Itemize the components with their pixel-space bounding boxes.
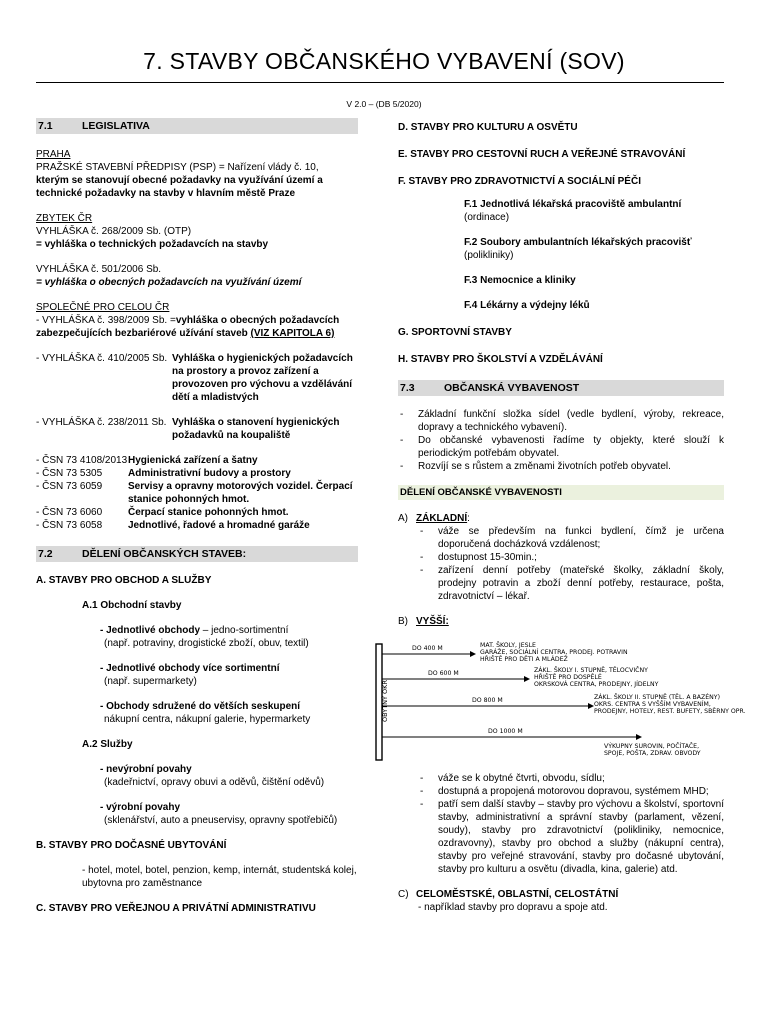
letter-c: C) bbox=[398, 889, 409, 900]
section-number: 7.1 bbox=[38, 120, 53, 132]
csn-row bbox=[36, 454, 358, 467]
arrowhead-icon bbox=[470, 651, 476, 657]
section-number: 7.3 bbox=[400, 382, 415, 394]
facility-text: PRODEJNY, HOTELY, REST. BUFETY, SBĚRNY OPR. bbox=[594, 708, 746, 715]
f2-title: F.2 Soubory ambulantních lékařských pracovišť bbox=[464, 237, 692, 248]
csn-title: Servisy a opravny motorových vozidel. Čerpací stanice pohonných hmot. bbox=[128, 481, 353, 505]
csn-code: - ČSN 73 6060 bbox=[36, 507, 103, 518]
a1-item-3 bbox=[36, 700, 358, 726]
right-column bbox=[381, 118, 746, 914]
v410-row bbox=[36, 352, 358, 404]
facility-text: MAT. ŠKOLY, JESLE bbox=[480, 642, 536, 649]
v501-line-2: = vyhláška o obecných požadavcích na využívání území bbox=[36, 277, 302, 288]
list-item: - dostupná a propojená motorovou dopravou, systémem MHD; bbox=[418, 785, 724, 798]
a1-item-2-note: (např. supermarkety) bbox=[104, 676, 197, 687]
v501-line-1: VYHLÁŠKA č. 501/2006 Sb. bbox=[36, 264, 162, 275]
list-item: - Základní funkční složka sídel (vedle bydlení, výroby, rekreace, dopravy a technického vybavení). bbox=[398, 408, 724, 434]
v238-code: - VYHLÁŠKA č. 238/2011 Sb. bbox=[36, 417, 167, 428]
list-item: - váže se především na funkci bydlení, čímž je určena doporučená docházková vzdálenost; bbox=[418, 525, 724, 551]
b-heading: B. STAVBY PRO DOČASNÉ UBYTOVÁNÍ bbox=[36, 840, 227, 851]
section-7-2-heading bbox=[36, 546, 358, 562]
facility-text: SPOJE, POŠTA, ZDRAV. OBVODY bbox=[604, 750, 701, 757]
vyssi-title: VYŠŠÍ: bbox=[416, 616, 449, 627]
section-7-3-heading bbox=[398, 380, 724, 396]
a1-item-2 bbox=[36, 662, 358, 688]
f-heading: F. STAVBY PRO ZDRAVOTNICTVÍ A SOCIÁLNÍ PÉČI bbox=[398, 176, 641, 187]
letter-a: A) bbox=[398, 513, 408, 524]
catchment-distance-diagram bbox=[368, 636, 746, 766]
csn-row bbox=[36, 506, 358, 519]
a2-heading: A.2 Služby bbox=[82, 739, 133, 750]
csn-list bbox=[36, 454, 358, 532]
letter-b: B) bbox=[398, 616, 408, 627]
section-number: 7.2 bbox=[38, 548, 53, 560]
b-vyssi-heading bbox=[398, 615, 724, 628]
v238-row bbox=[36, 416, 358, 442]
v410-code: - VYHLÁŠKA č. 410/2005 Sb. bbox=[36, 353, 168, 364]
distance-label: DO 400 M bbox=[412, 645, 443, 652]
distance-label: DO 1000 M bbox=[488, 728, 523, 735]
v410-title: Vyhláška o hygienických požadavcích na prostory a provoz zařízení a provozoven pro výchovu a vzdělávání dětí a mladistvých bbox=[172, 353, 353, 403]
psp-line-2: kterým se stanovují obecné požadavky na využívání území a bbox=[36, 175, 323, 186]
facility-text: HŘIŠTĚ PRO DĚTI A MLÁDEŽ bbox=[480, 656, 568, 663]
left-column bbox=[36, 118, 358, 915]
f3-title: F.3 Nemocnice a kliniky bbox=[464, 275, 576, 286]
v398-title-b: zabezpečujících bezbariérové užívání staveb bbox=[36, 328, 251, 339]
a1-item-1 bbox=[36, 624, 358, 650]
section-title: OBČANSKÁ VYBAVENOST bbox=[444, 382, 580, 394]
csn-code: - ČSN 73 5305 bbox=[36, 468, 103, 479]
distance-row bbox=[382, 640, 628, 663]
csn-code: - ČSN 73 6058 bbox=[36, 520, 103, 531]
a-zakladni-heading: A) ZÁKLADNÍ: bbox=[398, 513, 470, 524]
c-heading: C. STAVBY PRO VEŘEJNOU A PRIVÁTNÍ ADMINISTRATIVU bbox=[36, 903, 316, 914]
psp-line-3: technické požadavky na stavby v hlavním městě Praze bbox=[36, 188, 296, 199]
arrowhead-icon bbox=[524, 676, 530, 682]
otp-line-1: VYHLÁŠKA č. 268/2009 Sb. (OTP) bbox=[36, 226, 192, 237]
a2-item-1-title: - nevýrobní povahy bbox=[100, 764, 192, 775]
section-title: LEGISLATIVA bbox=[82, 120, 150, 132]
arrowhead-icon bbox=[636, 734, 642, 740]
a1-item-1-sub: – jedno-sortimentní bbox=[200, 625, 289, 636]
f1-title: F.1 Jednotlivá lékařská pracoviště ambulantní bbox=[464, 199, 682, 210]
praha-heading: PRAHA bbox=[36, 149, 71, 160]
facility-text: OKRSKOVÁ CENTRA, PRODEJNY, JÍDELNY bbox=[534, 681, 659, 688]
csn-title: Jednotlivé, řadové a hromadné garáže bbox=[128, 520, 310, 531]
v398-code: - VYHLÁŠKA č. 398/2009 Sb. = bbox=[36, 315, 176, 326]
csn-row bbox=[36, 467, 358, 480]
a1-item-1-title: - Jednotlivé obchody bbox=[100, 625, 201, 636]
f1-note: (ordinace) bbox=[464, 212, 510, 223]
section-title: DĚLENÍ OBČANSKÝCH STAVEB: bbox=[82, 548, 247, 560]
s73-list bbox=[398, 408, 724, 473]
v238-title: Vyhláška o stanovení hygienických požadavků na koupaliště bbox=[172, 417, 340, 441]
csn-code: - ČSN 73 6059 bbox=[36, 481, 103, 492]
distance-label: DO 800 M bbox=[472, 697, 503, 704]
psp-line-1: PRAŽSKÉ STAVEBNÍ PŘEDPISY (PSP) = Nařízení vlády č. 10, bbox=[36, 162, 319, 173]
zakladni-list bbox=[398, 525, 724, 603]
facility-text: HŘIŠTĚ PRO DOSPĚLÉ bbox=[534, 674, 602, 681]
a-heading: A. STAVBY PRO OBCHOD A SLUŽBY bbox=[36, 575, 212, 586]
axis-label: OBYTNÝ OKR. bbox=[381, 678, 389, 722]
facility-text: ZÁKL. ŠKOLY I. STUPNĚ, TĚLOCVIČNY bbox=[534, 667, 648, 674]
deleni-heading: DĚLENÍ OBČANSKÉ VYBAVENOSTI bbox=[398, 485, 724, 500]
e-heading: E. STAVBY PRO CESTOVNÍ RUCH A VEŘEJNÉ STRAVOVÁNÍ bbox=[398, 149, 686, 160]
a1-item-1-note: (např. potraviny, drogistické zboží, obuv, textil) bbox=[104, 638, 309, 649]
csn-title: Hygienická zařízení a šatny bbox=[128, 455, 258, 466]
list-item: - dostupnost 15-30min.; bbox=[418, 551, 724, 564]
list-item: - zařízení denní potřeby (mateřské školky, základní školy, prodejny potravin a zboží denní potřeby, restaurace, pošta, zdravotnictví – lékař. bbox=[418, 564, 724, 603]
distance-label: DO 600 M bbox=[428, 670, 459, 677]
a1-item-2-title: - Jednotlivé obchody více sortimentní bbox=[100, 663, 280, 674]
facility-text: VÝKUPNY SUROVIN, POČÍTAČE, bbox=[604, 743, 700, 750]
zbytek-block bbox=[36, 212, 358, 251]
b-text: - hotel, motel, botel, penzion, kemp, internát, studentská kolej, ubytovna pro zaměstnance bbox=[82, 865, 357, 889]
zbytek-heading: ZBYTEK ČR bbox=[36, 213, 93, 224]
facility-text: ZÁKL. ŠKOLY II. STUPNĚ (TĚL. A BAZÉNY) bbox=[594, 694, 720, 701]
spolecne-heading: SPOLEČNÉ PRO CELOU ČR bbox=[36, 302, 170, 313]
praha-block bbox=[36, 148, 358, 200]
zakladni-title: ZÁKLADNÍ bbox=[416, 513, 468, 524]
list-item: - váže se k obytné čtvrti, obvodu, sídlu; bbox=[418, 772, 724, 785]
f4-title: F.4 Lékárny a výdejny léků bbox=[464, 300, 590, 311]
v398-line-1 bbox=[36, 314, 358, 327]
a1-item-3-note: nákupní centra, nákupní galerie, hypermarkety bbox=[104, 714, 311, 725]
otp-line-2: = vyhláška o technických požadavcích na stavby bbox=[36, 239, 269, 250]
csn-code: - ČSN 73 4108/2013 bbox=[36, 455, 128, 466]
a2-item-2 bbox=[36, 801, 358, 827]
list-item: - patří sem další stavby – stavby pro výchovu a školství, sportovní stavby, administrativní a správní stavby (parlament, vězení, soudy), stavby pro zdravotnictví (polikliniky, nemocnice, ozdravovny), stavby pro obchod a služby (nákupní centra), stavby pro veřejné stravování, stavby pro dočasné ubytování, stavby pro kulturu a osvětu (divadla, kina, galerie) atd. bbox=[418, 798, 724, 876]
d-heading: D. STAVBY PRO KULTURU A OSVĚTU bbox=[398, 122, 578, 133]
v398-title-a: vyhláška o obecných požadavcích bbox=[175, 315, 340, 326]
h-heading: H. STAVBY PRO ŠKOLSTVÍ A VZDĚLÁVÁNÍ bbox=[398, 354, 603, 365]
v501-block bbox=[36, 263, 358, 289]
a1-heading: A.1 Obchodní stavby bbox=[82, 600, 182, 611]
page-title: 7. STAVBY OBČANSKÉHO VYBAVENÍ (SOV) bbox=[143, 48, 625, 74]
facility-text: GARÁŽE, SOCIÁLNÍ CENTRA, PRODEJ. POTRAVIN bbox=[480, 649, 628, 656]
section-7-1-heading bbox=[36, 118, 358, 134]
c-celomestske-heading bbox=[398, 888, 724, 901]
vyssi-list bbox=[398, 772, 724, 876]
spolecne-block bbox=[36, 301, 358, 340]
a2-item-2-note: (sklenářství, auto a pneuservisy, opravny spotřebičů) bbox=[104, 815, 338, 826]
v398-line-2 bbox=[36, 327, 358, 340]
csn-title: Čerpací stanice pohonných hmot. bbox=[128, 507, 289, 518]
distance-row bbox=[382, 728, 701, 757]
csn-title: Administrativní budovy a prostory bbox=[128, 468, 291, 479]
csn-row bbox=[36, 519, 358, 532]
f1-item bbox=[398, 198, 724, 224]
g-heading: G. SPORTOVNÍ STAVBY bbox=[398, 327, 512, 338]
facility-text: OKRS. CENTRA S VYŠŠÍM VYBAVENÍM, bbox=[594, 701, 711, 708]
title-divider bbox=[36, 82, 724, 83]
list-item: - Do občanské vybavenosti řadíme ty objekty, které slouží k periodickým potřebám obyvatel. bbox=[398, 434, 724, 460]
version-label: V 2.0 – (DB 5/2020) bbox=[346, 99, 422, 109]
distance-row bbox=[382, 665, 659, 688]
list-item: - Rozvíjí se s růstem a změnami životních potřeb obyvatel. bbox=[398, 460, 724, 473]
a1-item-3-title: - Obchody sdružené do větších seskupení bbox=[100, 701, 301, 712]
f2-item bbox=[398, 236, 724, 262]
f2-note: (polikliniky) bbox=[464, 250, 514, 261]
a2-item-2-title: - výrobní povahy bbox=[100, 802, 181, 813]
see-chapter-6-link[interactable]: (VIZ KAPITOLA 6) bbox=[250, 328, 335, 339]
csn-row bbox=[36, 480, 358, 506]
celomestske-text: - například stavby pro dopravu a spoje atd. bbox=[418, 902, 608, 913]
distance-row bbox=[382, 692, 746, 715]
celomestske-title: CELOMĚSTSKÉ, OBLASTNÍ, CELOSTÁTNÍ bbox=[416, 889, 619, 900]
a2-item-1 bbox=[36, 763, 358, 789]
a2-item-1-note: (kadeřnictví, opravy obuvi a oděvů, čištění oděvů) bbox=[104, 777, 325, 788]
